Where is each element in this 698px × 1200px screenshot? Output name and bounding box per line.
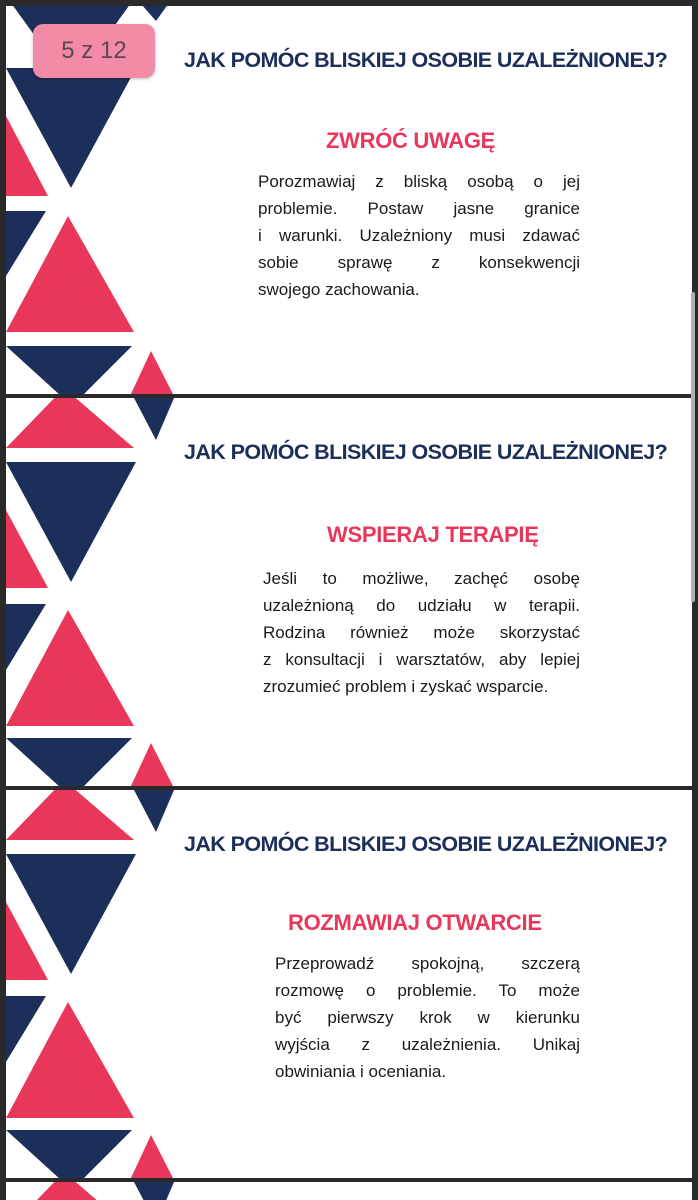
slide-heading: ZWRÓĆ UWAGĘ <box>326 128 496 153</box>
scrollbar[interactable] <box>691 292 695 602</box>
slide-6[interactable] <box>6 398 692 786</box>
page-indicator: 5 z 12 <box>33 24 155 78</box>
body-line: z konsultacji i warsztatów, aby lepiej <box>263 650 580 669</box>
slide-heading: ROZMAWIAJ OTWARCIE <box>288 910 542 935</box>
slide-heading: WSPIERAJ TERAPIĘ <box>327 522 539 547</box>
slide-8[interactable] <box>6 1182 692 1200</box>
body-line: Przeprowadź spokojną, szczerą <box>275 954 580 973</box>
body-line: Jeśli to możliwe, zachęć osobę <box>263 569 580 588</box>
body-line: Rodzina również może skorzystać <box>263 623 580 642</box>
slide-title: JAK POMÓC BLISKIEJ OSOBIE UZALEŻNIONEJ? <box>184 832 668 856</box>
body-line: być pierwszy krok w kierunku <box>275 1008 580 1027</box>
body-line: i warunki. Uzależniony musi zdawać <box>258 226 580 245</box>
slide-body <box>258 168 580 303</box>
body-line: zrozumieć problem i zyskać wsparcie. <box>263 677 549 696</box>
body-line: Porozmawiaj z bliską osobą o jej <box>258 172 580 191</box>
body-line: problemie. Postaw jasne granice <box>258 199 580 218</box>
body-line: wyjścia z uzależnienia. Unikaj <box>275 1035 580 1054</box>
triangle-decoration <box>6 1182 692 1200</box>
body-line: uzależnioną do udziału w terapii. <box>263 596 580 615</box>
body-line: sobie sprawę z konsekwencji <box>258 253 580 272</box>
body-line: obwiniania i oceniania. <box>275 1062 447 1081</box>
slide-title: JAK POMÓC BLISKIEJ OSOBIE UZALEŻNIONEJ? <box>184 440 668 464</box>
slide-title: JAK POMÓC BLISKIEJ OSOBIE UZALEŻNIONEJ? <box>184 48 668 72</box>
slide-body <box>263 565 580 700</box>
slide-body <box>275 950 580 1085</box>
slide-7[interactable] <box>6 790 692 1178</box>
body-line: rozmowę o problemie. To może <box>275 981 580 1000</box>
body-line: swojego zachowania. <box>258 280 420 299</box>
